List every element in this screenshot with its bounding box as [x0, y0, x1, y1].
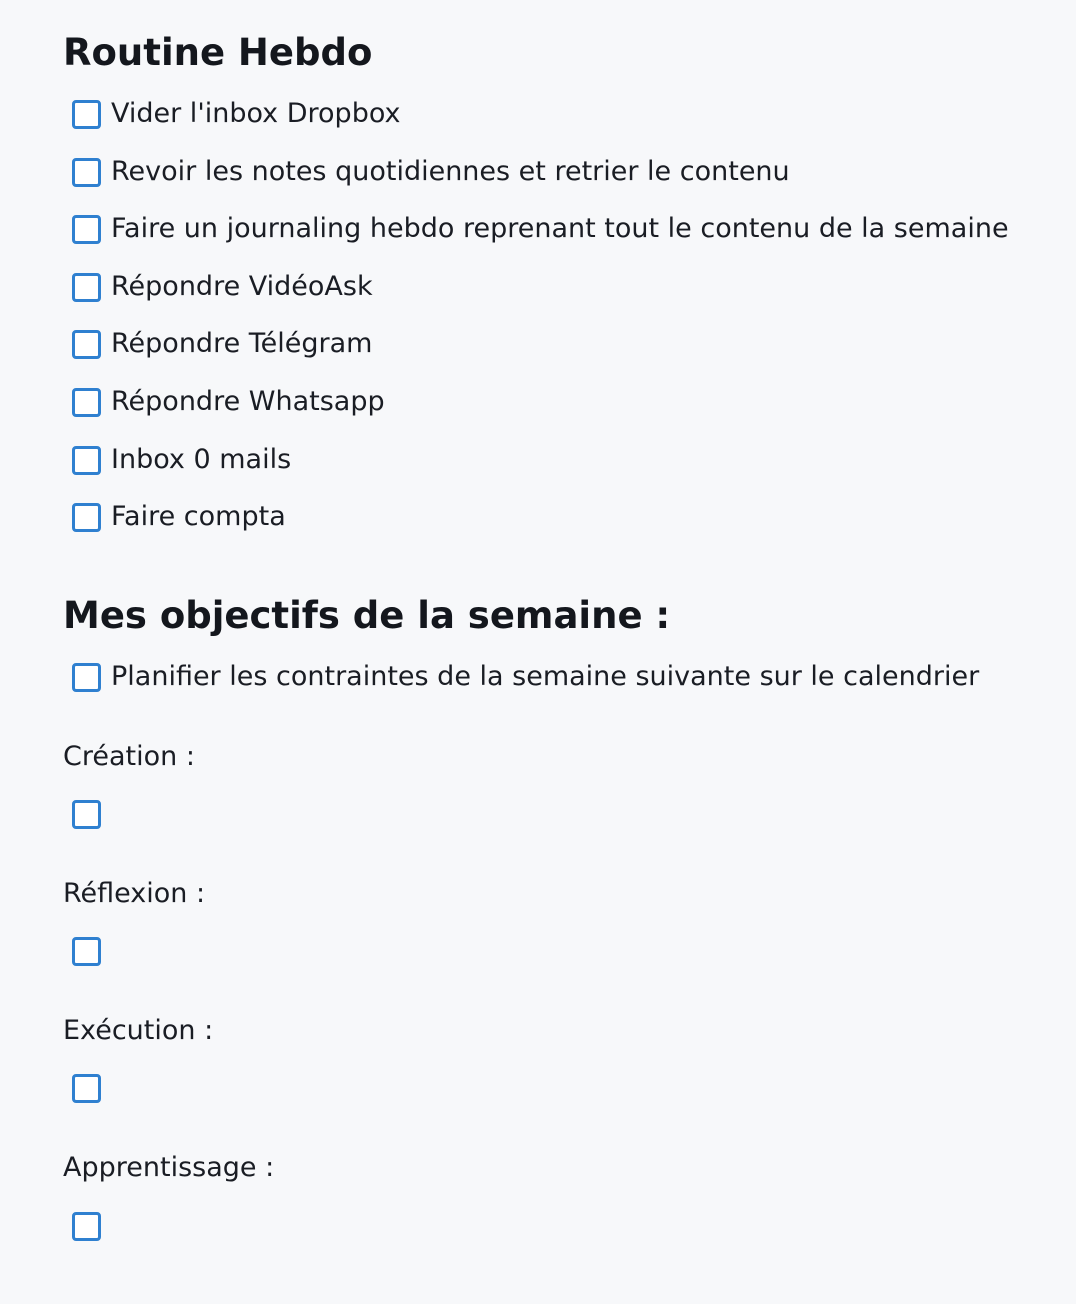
- task-checkbox[interactable]: [72, 158, 101, 187]
- task-item[interactable]: [72, 329, 372, 359]
- task-checkbox[interactable]: [72, 937, 101, 966]
- section-label-apprentissage: Apprentissage :: [63, 1152, 275, 1183]
- routine-heading: Routine Hebdo: [63, 31, 373, 74]
- task-label: Vider l'inbox Dropbox: [111, 98, 401, 129]
- task-item[interactable]: [72, 157, 790, 187]
- task-item[interactable]: [72, 1211, 111, 1241]
- task-label: Faire un journaling hebdo reprenant tout le contenu de la semaine: [111, 213, 1009, 244]
- task-checkbox[interactable]: [72, 330, 101, 359]
- task-checkbox[interactable]: [72, 100, 101, 129]
- task-label: Faire compta: [111, 501, 286, 532]
- task-label: Répondre Whatsapp: [111, 386, 385, 417]
- task-label: Planifier les contraintes de la semaine suivante sur le calendrier: [111, 661, 980, 692]
- task-label: Répondre Télégram: [111, 328, 373, 359]
- task-checkbox[interactable]: [72, 1212, 101, 1241]
- task-label: Inbox 0 mails: [111, 444, 292, 475]
- task-item[interactable]: [72, 799, 111, 829]
- task-checkbox[interactable]: [72, 446, 101, 475]
- task-label: Répondre VidéoAsk: [111, 271, 373, 302]
- task-item[interactable]: [72, 272, 373, 302]
- task-checkbox[interactable]: [72, 503, 101, 532]
- section-label-reflexion: Réflexion :: [63, 878, 206, 909]
- task-item[interactable]: [72, 662, 979, 692]
- task-checkbox[interactable]: [72, 663, 101, 692]
- task-item[interactable]: [72, 445, 291, 475]
- task-item[interactable]: [72, 214, 1009, 244]
- section-label-creation: Création :: [63, 741, 195, 772]
- task-checkbox[interactable]: [72, 215, 101, 244]
- goals-heading: Mes objectifs de la semaine :: [63, 594, 671, 637]
- task-checkbox[interactable]: [72, 388, 101, 417]
- task-checkbox[interactable]: [72, 1074, 101, 1103]
- task-label: Revoir les notes quotidiennes et retrier le contenu: [111, 156, 790, 187]
- task-item[interactable]: [72, 1073, 111, 1103]
- task-item[interactable]: [72, 502, 286, 532]
- task-item[interactable]: [72, 387, 385, 417]
- task-checkbox[interactable]: [72, 800, 101, 829]
- task-checkbox[interactable]: [72, 273, 101, 302]
- task-item[interactable]: [72, 936, 111, 966]
- section-label-execution: Exécution :: [63, 1015, 214, 1046]
- task-item[interactable]: [72, 99, 401, 129]
